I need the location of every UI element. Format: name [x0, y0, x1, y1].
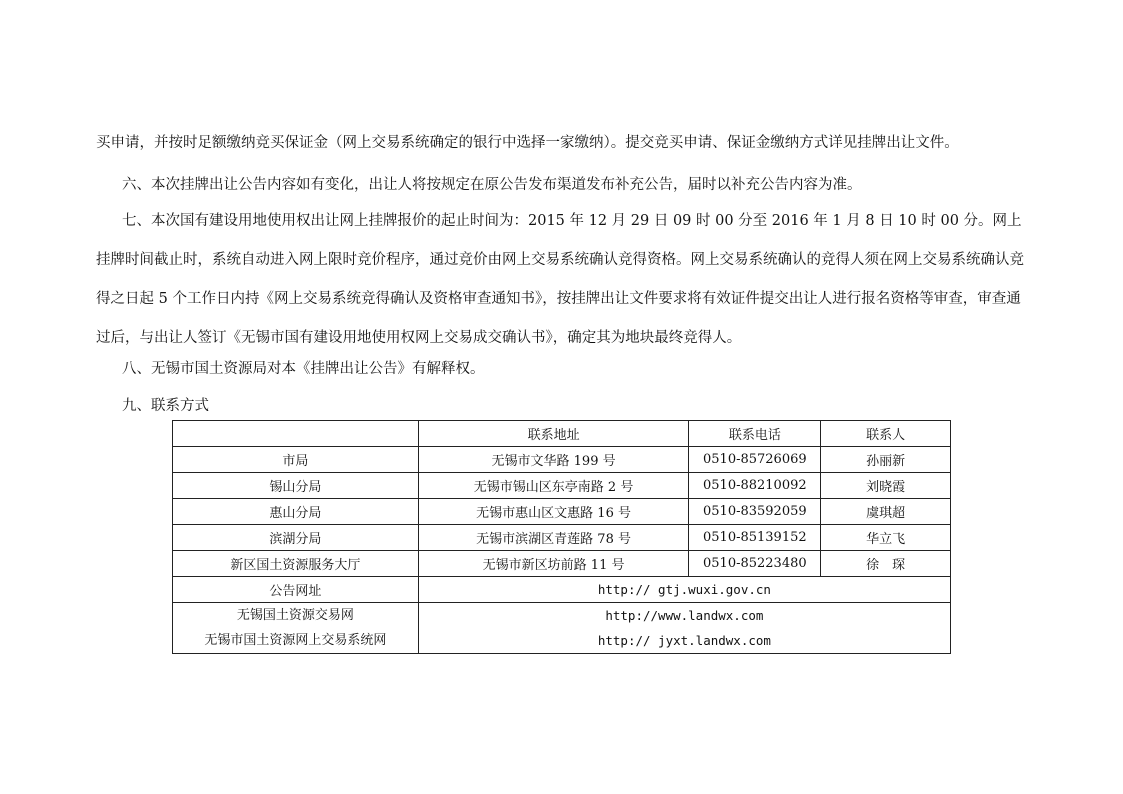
- table-header-row: [173, 421, 951, 447]
- office-address: 无锡市滨湖区青莲路 78 号: [418, 525, 689, 551]
- office-phone: 0510-83592059: [689, 499, 821, 525]
- office-name: 惠山分局: [173, 499, 419, 525]
- contact-person: 华立飞: [821, 525, 951, 551]
- table-row-website: [173, 577, 951, 603]
- table-row: [173, 447, 951, 473]
- table-row: [173, 551, 951, 577]
- exchange-label-2: 无锡市国土资源网上交易系统网: [204, 633, 387, 648]
- paragraph-section-8: 八、无锡市国土资源局对本《挂牌出让公告》有解释权。: [122, 361, 485, 377]
- office-name: 市局: [173, 447, 419, 473]
- exchange-label-1: 无锡国土资源交易网: [236, 608, 354, 623]
- contact-person: 孙丽新: [821, 447, 951, 473]
- contact-person: 刘晓霞: [821, 473, 951, 499]
- paragraph-section-7: 七、本次国有建设用地使用权出让网上挂牌报价的起止时间为：2015 年 12 月 29 日 09 时 00 分至 2016 年 1 月 8 日 10 时 00 分。网上挂牌时间截止时，系统自动进入网上限时竞价程序，通过竞价由网上交易系统确认竞得资格。网上交易系统确认的竞得人须在网上交易系统确认竞得之日起 5 个工作日内持《网上交易系统竞得确认及资格审查通知书》，按挂牌出让文件要求将有效证件提交出让人进行报名资格等审查，审查通过后，与出让人签订《无锡市国有建设用地使用权网上交易成交确认书》，确定其为地块最终竞得人。: [96, 213, 1024, 346]
- contact-person: 虞琪超: [821, 499, 951, 525]
- exchange-url-2: http:// jyxt.landwx.com: [597, 633, 771, 648]
- office-name: 滨湖分局: [173, 525, 419, 551]
- paragraph-section-9-heading: 九、联系方式: [122, 398, 209, 414]
- office-phone: 0510-85726069: [689, 447, 821, 473]
- contact-person: 徐 琛: [821, 551, 951, 577]
- office-phone: 0510-85139152: [689, 525, 821, 551]
- office-name: 锡山分局: [173, 473, 419, 499]
- office-name: 新区国土资源服务大厅: [173, 551, 419, 577]
- office-phone: 0510-88210092: [689, 473, 821, 499]
- contact-table: [172, 420, 951, 654]
- paragraph-section-6: 六、本次挂牌出让公告内容如有变化，出让人将按规定在原公告发布渠道发布补充公告，届时以补充公告内容为准。: [122, 177, 862, 193]
- exchange-url-1: http://www.landwx.com: [605, 608, 764, 623]
- office-address: 无锡市新区坊前路 11 号: [418, 551, 689, 577]
- header-cell-person: 联系人: [821, 421, 951, 447]
- exchange-urls: [418, 603, 950, 654]
- header-cell-address: 联系地址: [418, 421, 689, 447]
- table-row: [173, 473, 951, 499]
- paragraph-bid-application: 买申请，并按时足额缴纳竞买保证金（网上交易系统确定的银行中选择一家缴纳）。提交竞买申请、保证金缴纳方式详见挂牌出让文件。: [96, 135, 959, 151]
- table-row: [173, 525, 951, 551]
- table-row: [173, 499, 951, 525]
- office-phone: 0510-85223480: [689, 551, 821, 577]
- website-label: 公告网址: [173, 577, 419, 603]
- office-address: 无锡市锡山区东亭南路 2 号: [418, 473, 689, 499]
- office-address: 无锡市惠山区文惠路 16 号: [418, 499, 689, 525]
- table-row-exchange: [173, 603, 951, 654]
- office-address: 无锡市文华路 199 号: [418, 447, 689, 473]
- header-cell-blank: [173, 421, 419, 447]
- exchange-labels: [173, 603, 419, 654]
- header-cell-phone: 联系电话: [689, 421, 821, 447]
- website-url: http:// gtj.wuxi.gov.cn: [418, 577, 950, 603]
